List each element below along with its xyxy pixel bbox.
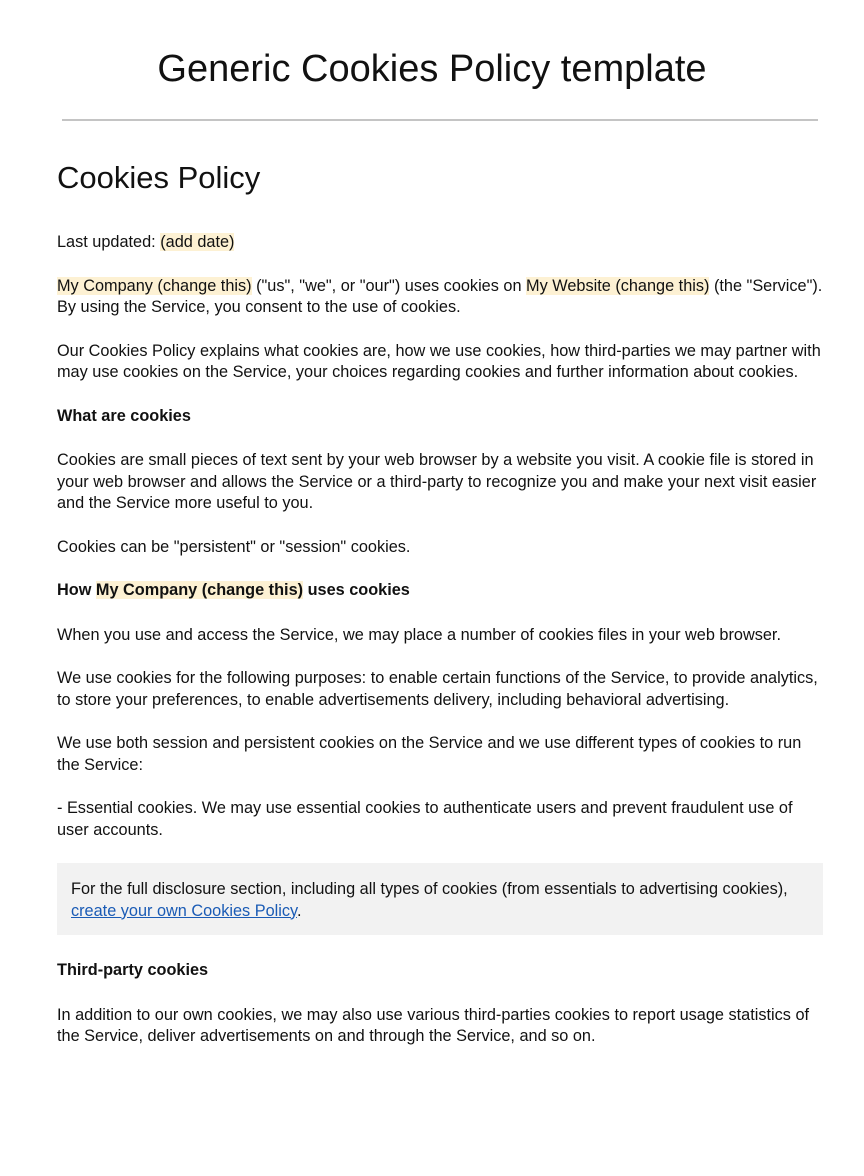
heading-company-placeholder: My Company (change this)	[95, 581, 304, 599]
how-paragraph-2: We use cookies for the following purposes: to enable certain functions of the Service, to provide analytics, to store your preferences, to enable advertisements delivery, including behavioral advertising.	[57, 669, 818, 709]
callout-text: For the full disclosure section, including all types of cookies (from essentials to advertising cookies),	[71, 880, 788, 898]
full-disclosure-callout	[57, 863, 823, 935]
heading-how-suffix: uses cookies	[303, 581, 410, 599]
heading-how-company-uses-cookies	[57, 580, 825, 602]
document-body	[57, 156, 825, 1070]
how-paragraph-3: We use both session and persistent cookies on the Service and we use different types of cookies to run the Service:	[57, 734, 802, 774]
document-title: Cookies Policy	[57, 160, 261, 195]
intro-text-2: (the "Service"). By using the Service, you consent to the use of cookies.	[57, 276, 823, 316]
intro-paragraph	[57, 276, 825, 319]
page-header-title: Generic Cookies Policy template	[157, 48, 707, 90]
overview-paragraph: Our Cookies Policy explains what cookies are, how we use cookies, how third-parties we may partner with may use cookies on the Service, your choices regarding cookies and further information about cookies.	[57, 341, 821, 381]
intro-text-1: ("us", "we", or "our") uses cookies on	[251, 276, 527, 295]
last-updated	[57, 232, 825, 254]
heading-third-party-cookies: Third-party cookies	[57, 961, 209, 979]
callout-end: .	[296, 901, 302, 920]
what-paragraph-1: Cookies are small pieces of text sent by your web browser by a website you visit. A cookie file is stored in your web browser and allows the Service or a third-party to recognize you and make your next visit easier and the Service more useful to you.	[57, 451, 817, 512]
how-paragraph-4: - Essential cookies. We may use essential cookies to authenticate users and prevent fraudulent use of user accounts.	[57, 799, 793, 839]
how-paragraph-1: When you use and access the Service, we may place a number of cookies files in your web browser.	[57, 625, 781, 644]
last-updated-date-placeholder: (add date)	[160, 233, 235, 251]
heading-how-prefix: How	[57, 581, 96, 599]
heading-what-are-cookies: What are cookies	[57, 406, 191, 425]
third-party-paragraph-1: In addition to our own cookies, we may also use various third-parties cookies to report usage statistics of the Service, deliver advertisements on and through the Service, and so on.	[57, 1005, 810, 1045]
company-placeholder: My Company (change this)	[57, 276, 252, 295]
website-placeholder: My Website (change this)	[526, 276, 710, 295]
what-paragraph-2: Cookies can be "persistent" or "session" cookies.	[57, 537, 411, 556]
last-updated-label: Last updated:	[57, 233, 156, 251]
create-cookies-policy-link[interactable]: create your own Cookies Policy	[71, 901, 297, 920]
header-divider	[62, 119, 818, 121]
